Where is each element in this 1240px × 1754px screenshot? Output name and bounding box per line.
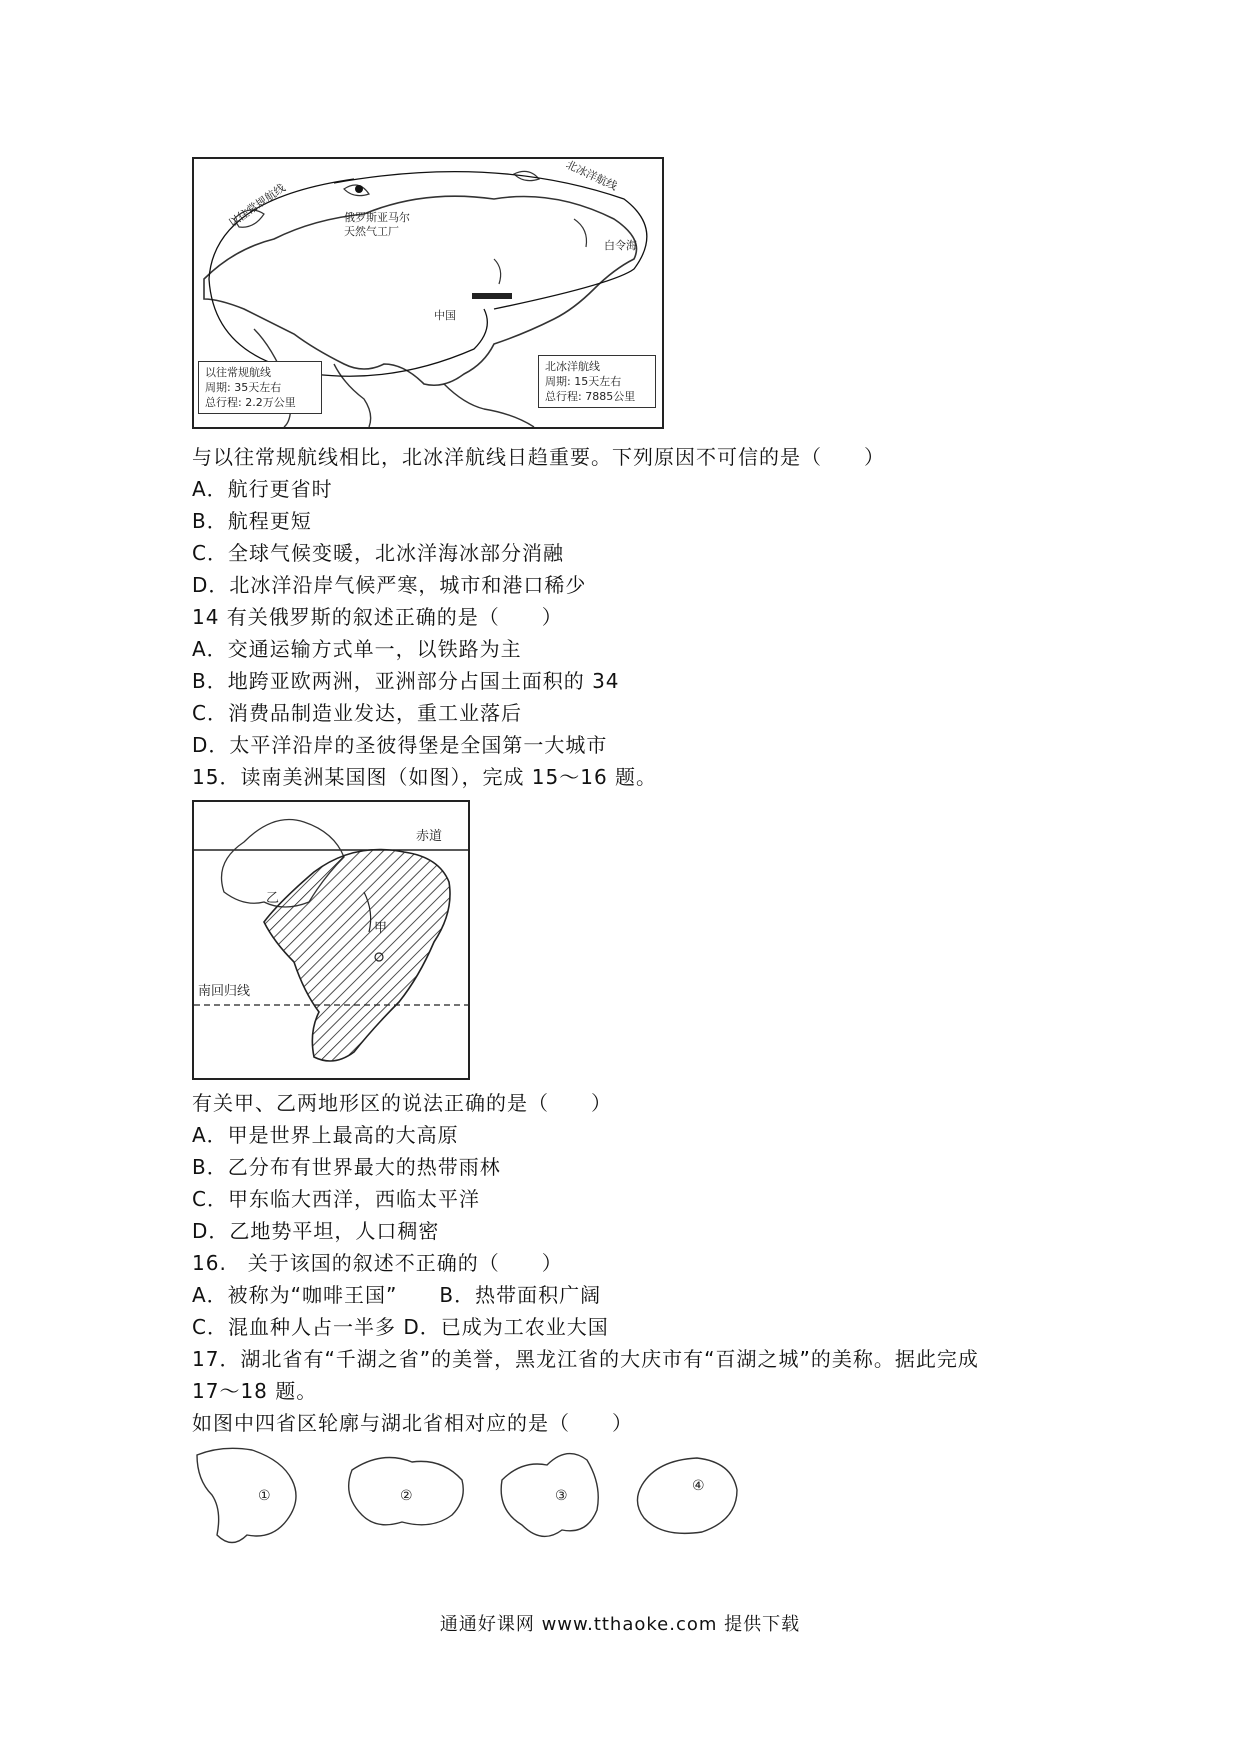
q13-option-a: A．航行更省时 [192, 477, 333, 501]
q14-stem: 14 有关俄罗斯的叙述正确的是（ ） [192, 605, 563, 629]
q13-option-c: C．全球气候变暖，北冰洋海冰部分消融 [192, 541, 564, 565]
tropic-label: 南回归线 [198, 984, 251, 999]
outline-1-number: ① [258, 1488, 271, 1504]
q14-option-b: B．地跨亚欧两洲，亚洲部分占国土面积的 34 [192, 669, 620, 693]
brazil-map [192, 800, 470, 1080]
q15-option-a: A．甲是世界上最高的大高原 [192, 1123, 459, 1147]
outline-3-number: ③ [555, 1488, 568, 1504]
arctic-route-legend-period: 周期: 15天左右 [545, 375, 622, 388]
outline-2-number: ② [400, 1488, 413, 1504]
q14-option-d: D．太平洋沿岸的圣彼得堡是全国第一大城市 [192, 733, 608, 757]
q16-stem: 16. 关于该国的叙述不正确的（ ） [192, 1251, 563, 1275]
arctic-route-legend [538, 355, 656, 408]
arctic-route-map [192, 157, 664, 429]
outline-4 [637, 1458, 737, 1533]
outline-4-number: ④ [692, 1478, 705, 1494]
jia-label: 甲 [374, 921, 388, 936]
q15-stem: 有关甲、乙两地形区的说法正确的是（ ） [192, 1091, 612, 1115]
q13-option-d: D．北冰洋沿岸气候严寒，城市和港口稀少 [192, 573, 587, 597]
old-route-legend-distance: 总行程: 2.2万公里 [205, 396, 296, 409]
plant-label: 俄罗斯亚马尔 [344, 211, 410, 224]
q17-stem: 如图中四省区轮廓与湖北省相对应的是（ ） [192, 1411, 633, 1435]
outline-1 [197, 1448, 296, 1542]
q15-option-c: C．甲东临大西洋，西临太平洋 [192, 1187, 480, 1211]
outline-3 [501, 1454, 598, 1537]
bering-sea-label: 白令海 [604, 239, 637, 252]
yi-label: 乙 [266, 891, 280, 906]
q14-option-c: C．消费品制造业发达，重工业落后 [192, 701, 522, 725]
q15-option-b: B．乙分布有世界最大的热带雨林 [192, 1155, 501, 1179]
q14-option-a: A．交通运输方式单一，以铁路为主 [192, 637, 522, 661]
province-outlines [192, 1440, 752, 1560]
old-route-legend [198, 361, 322, 414]
q13-option-b: B．航程更短 [192, 509, 312, 533]
arctic-route-label: 北冰洋航线 [563, 157, 620, 194]
q13-stem: 与以往常规航线相比，北冰洋航线日趋重要。下列原因不可信的是（ ） [192, 445, 885, 469]
plant-label-2: 天然气工厂 [344, 225, 399, 238]
arctic-route-legend-distance: 总行程: 7885公里 [545, 390, 636, 403]
q15-option-d: D．乙地势平坦，人口稠密 [192, 1219, 440, 1243]
old-route-legend-title: 以往常规航线 [205, 366, 271, 379]
old-route-label: 以往常规航线 [226, 181, 288, 230]
q16-options-cd: C．混血种人占一半多 D．已成为工农业大国 [192, 1315, 609, 1339]
china-label: 中国 [434, 309, 456, 322]
q17-intro-line1: 17．湖北省有“千湖之省”的美誉，黑龙江省的大庆市有“百湖之城”的美称。据此完成 [192, 1347, 979, 1371]
arctic-route-legend-title: 北冰洋航线 [545, 360, 600, 373]
equator-label: 赤道 [416, 829, 443, 844]
old-route-legend-period: 周期: 35天左右 [205, 381, 282, 394]
q16-options-ab: A．被称为“咖啡王国” B．热带面积广阔 [192, 1283, 602, 1307]
q15-intro: 15．读南美洲某国图（如图），完成 15～16 题。 [192, 765, 658, 789]
q17-intro-line2: 17～18 题。 [192, 1379, 318, 1403]
footer-credit: 通通好课网 www.tthaoke.com 提供下载 [439, 1614, 801, 1635]
